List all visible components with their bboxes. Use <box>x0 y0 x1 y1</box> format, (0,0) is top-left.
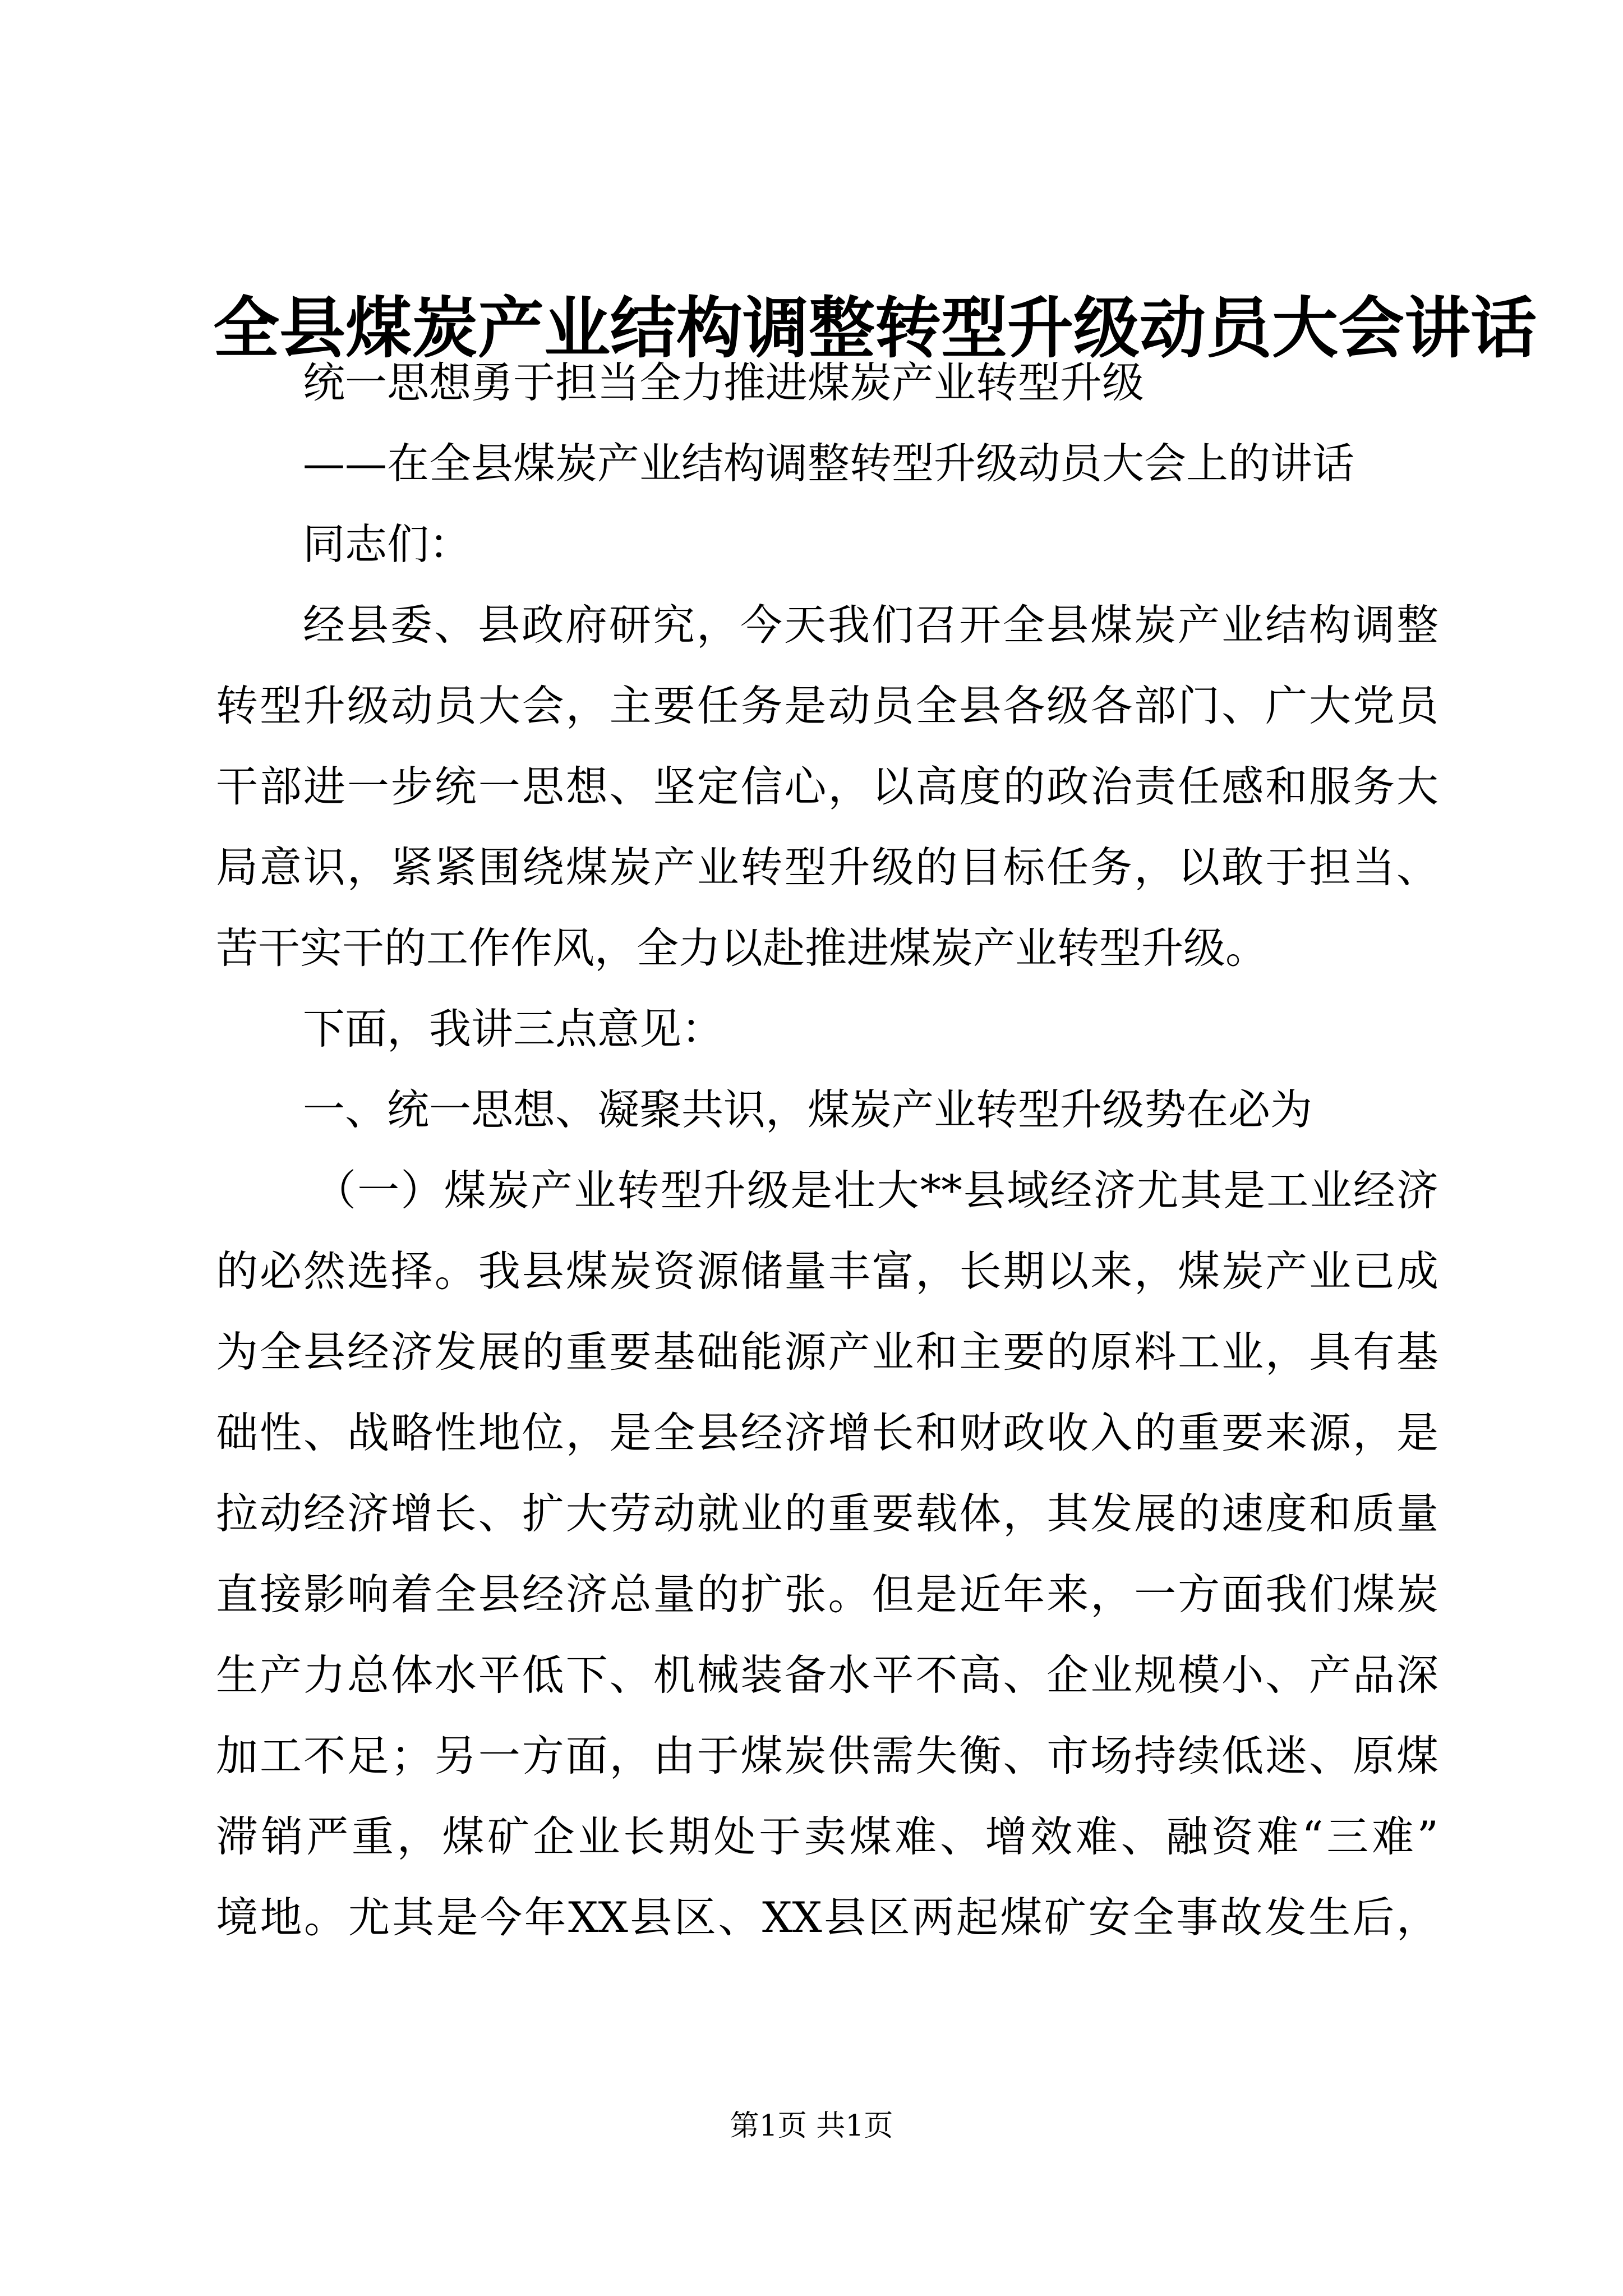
section-heading: 一、统一思想、凝聚共识，煤炭产业转型升级势在必为 <box>303 1085 1313 1134</box>
paragraph-line: 转型升级动员大会，主要任务是动员全县各级各部门、广大党员 <box>216 681 1438 730</box>
paragraph-line: （一）煤炭产业转型升级是壮大**县域经济尤其是工业经济 <box>314 1166 1438 1215</box>
speech-heading: 统一思想勇于担当全力推进煤炭产业转型升级 <box>303 358 1145 407</box>
paragraph-line: 加工不足；另一方面，由于煤炭供需失衡、市场持续低迷、原煤 <box>216 1731 1438 1780</box>
salutation: 同志们： <box>303 519 472 569</box>
document-title: 全县煤炭产业结构调整转型升级动员大会讲话 <box>213 289 1537 367</box>
paragraph-line: 拉动经济增长、扩大劳动就业的重要载体，其发展的速度和质量 <box>216 1489 1438 1538</box>
document-text <box>216 342 1438 1958</box>
paragraph-line: 的必然选择。我县煤炭资源储量丰富，长期以来，煤炭产业已成 <box>216 1246 1438 1296</box>
page-number: 第1页 共1页 <box>730 2109 893 2143</box>
paragraph-line: 下面，我讲三点意见： <box>303 1004 724 1053</box>
paragraph-line: 境地。尤其是今年XX县区、XX县区两起煤矿安全事故发生后， <box>216 1893 1438 1942</box>
paragraph-line: 生产力总体水平低下、机械装备水平不高、企业规模小、产品深 <box>216 1650 1438 1700</box>
paragraph-line: 局意识，紧紧围绕煤炭产业转型升级的目标任务，以敢于担当、 <box>216 843 1438 892</box>
paragraph-line: 干部进一步统一思想、坚定信心，以高度的政治责任感和服务大 <box>216 762 1438 811</box>
paragraph-line: 为全县经济发展的重要基础能源产业和主要的原料工业，具有基 <box>216 1327 1438 1377</box>
paragraph-line: 经县委、县政府研究，今天我们召开全县煤炭产业结构调整 <box>303 600 1438 650</box>
paragraph-line: 苦干实干的工作作风，全力以赴推进煤炭产业转型升级。 <box>216 923 1268 973</box>
paragraph-line: 滞销严重，煤矿企业长期处于卖煤难、增效难、融资难“三难” <box>216 1812 1438 1861</box>
speech-subheading: ——在全县煤炭产业结构调整转型升级动员大会上的讲话 <box>303 439 1355 488</box>
paragraph-line: 础性、战略性地位，是全县经济增长和财政收入的重要来源，是 <box>216 1408 1438 1457</box>
page-footer <box>0 2106 1623 2146</box>
paragraph-line: 直接影响着全县经济总量的扩张。但是近年来，一方面我们煤炭 <box>216 1570 1438 1619</box>
